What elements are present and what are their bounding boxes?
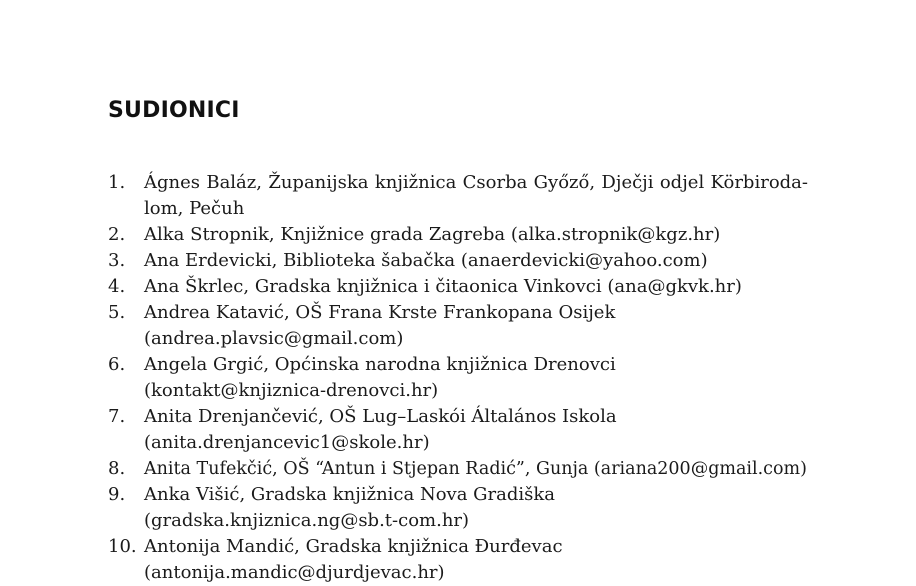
item-text-line: Ana Erdevicki, Biblioteka šabačka (anaerdevicki@yahoo.com) xyxy=(144,250,708,271)
list-item xyxy=(108,534,808,586)
item-text xyxy=(144,456,808,482)
item-text-line: Anita Drenjančević, OŠ Lug–Laskói Általános Iskola xyxy=(144,406,617,427)
item-text-line: Anita Tufekčić, OŠ “Antun i Stjepan Radić”, Gunja (ariana200@gmail.com) xyxy=(144,459,807,479)
item-number: 9. xyxy=(108,484,126,505)
item-text-line: Antonija Mandić, Gradska knjižnica Đurđevac xyxy=(144,536,563,557)
item-number: 3. xyxy=(108,250,126,271)
item-text-line: Alka Stropnik, Knjižnice grada Zagreba (alka.stropnik@kgz.hr) xyxy=(144,224,721,245)
item-text-line: Ana Škrlec, Gradska knjižnica i čitaonica Vinkovci (ana@gkvk.hr) xyxy=(144,276,742,297)
item-text xyxy=(144,534,808,586)
list-item xyxy=(108,404,808,456)
page-title: SUDIONICI xyxy=(108,98,240,123)
item-text-line: Andrea Katavić, OŠ Frana Krste Frankopana Osijek xyxy=(144,302,616,323)
item-text-line: (andrea.plavsic@gmail.com) xyxy=(144,328,404,349)
item-number: 7. xyxy=(108,406,126,427)
participant-list xyxy=(108,170,808,586)
item-number: 6. xyxy=(108,354,126,375)
list-item xyxy=(108,482,808,534)
item-text-line: Ágnes Baláz, Županijska knjižnica Csorba Győző, Dječji odjel Körbiroda- xyxy=(144,172,808,193)
item-text xyxy=(144,170,808,222)
item-text-line: lom, Pečuh xyxy=(144,198,245,219)
list-item xyxy=(108,222,808,248)
item-text-line: (anita.drenjancevic1@skole.hr) xyxy=(144,432,430,453)
item-text xyxy=(144,404,808,456)
item-text-line: (kontakt@knjiznica-drenovci.hr) xyxy=(144,380,439,401)
item-number: 4. xyxy=(108,276,126,297)
item-text xyxy=(144,274,808,300)
list-item xyxy=(108,456,808,482)
list-item xyxy=(108,352,808,404)
list-item xyxy=(108,248,808,274)
item-text xyxy=(144,222,808,248)
list-item xyxy=(108,300,808,352)
item-number: 10. xyxy=(108,536,137,557)
item-text-line: Angela Grgić, Općinska narodna knjižnica Drenovci xyxy=(144,354,616,375)
item-number: 1. xyxy=(108,172,126,193)
item-number: 2. xyxy=(108,224,126,245)
item-number: 5. xyxy=(108,302,126,323)
item-text-line: (gradska.knjiznica.ng@sb.t-com.hr) xyxy=(144,510,470,531)
list-item xyxy=(108,274,808,300)
item-text xyxy=(144,248,808,274)
item-number: 8. xyxy=(108,458,126,479)
item-text-line: (antonija.mandic@djurdjevac.hr) xyxy=(144,562,445,583)
list-item xyxy=(108,170,808,222)
item-text xyxy=(144,352,808,404)
item-text-line: Anka Višić, Gradska knjižnica Nova Gradiška xyxy=(144,484,556,505)
item-text xyxy=(144,482,808,534)
item-text xyxy=(144,300,808,352)
